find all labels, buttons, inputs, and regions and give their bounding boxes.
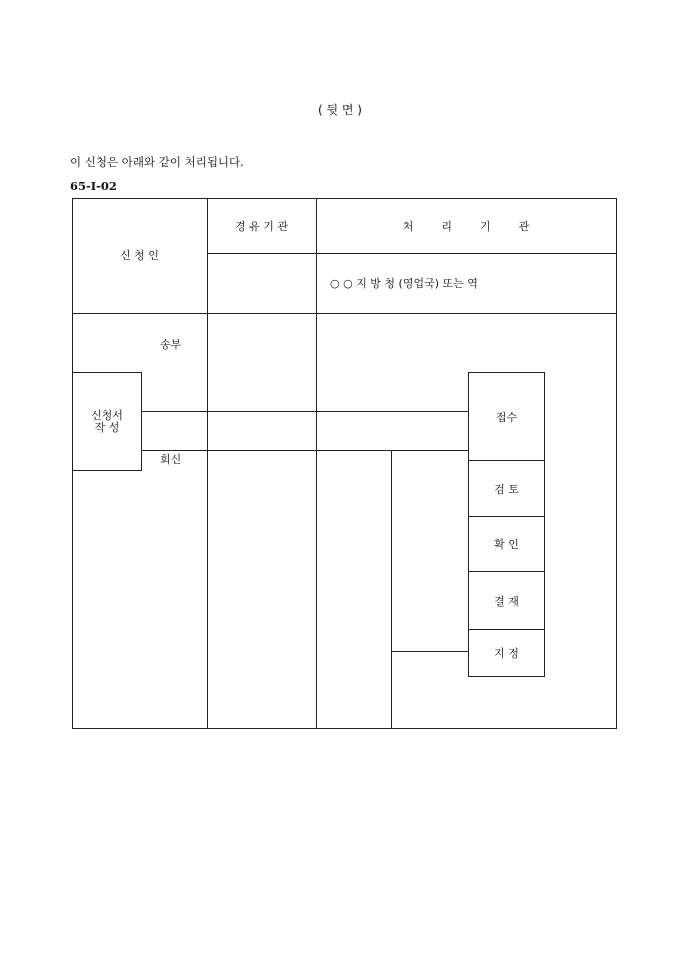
applicant-header: 신 청 인: [120, 249, 159, 262]
send-flow-line: [141, 411, 468, 412]
page-title: ( 뒷 면 ): [318, 103, 362, 117]
reply-label: 회신: [160, 453, 182, 466]
header-bottom-divider: [72, 313, 617, 314]
send-label: 송부: [160, 338, 182, 351]
table-bottom-border: [72, 728, 617, 729]
via-agency-header: 경 유 기 관: [235, 220, 288, 233]
reply-flow-line: [141, 450, 468, 451]
stage-receipt: 접수: [468, 372, 545, 461]
application-writing-box: [72, 372, 142, 471]
intro-text: 이 신청은 아래와 같이 처리됩니다.: [70, 155, 244, 169]
designation-flow-line: [391, 651, 468, 652]
processing-agency-name: ○ ○ 지 방 청 (영업국) 또는 역: [330, 277, 478, 290]
column-divider-2: [316, 198, 317, 729]
stage-review: 검 토: [468, 460, 545, 517]
header-row-divider: [207, 253, 617, 254]
form-code: 65-I-02: [70, 179, 117, 193]
stage-confirmation: 확 인: [468, 516, 545, 572]
application-box-line2: 작 성: [94, 420, 120, 434]
column-divider-1: [207, 198, 208, 729]
internal-flow-vertical: [391, 450, 392, 729]
table-right-border: [616, 198, 617, 729]
application-box-line1: 신청서: [91, 408, 123, 422]
table-top-border: [72, 198, 617, 199]
processing-agency-header: 처 리 기 관: [402, 220, 530, 233]
stage-approval: 결 재: [468, 571, 545, 630]
stage-designation: 지 정: [468, 629, 545, 677]
